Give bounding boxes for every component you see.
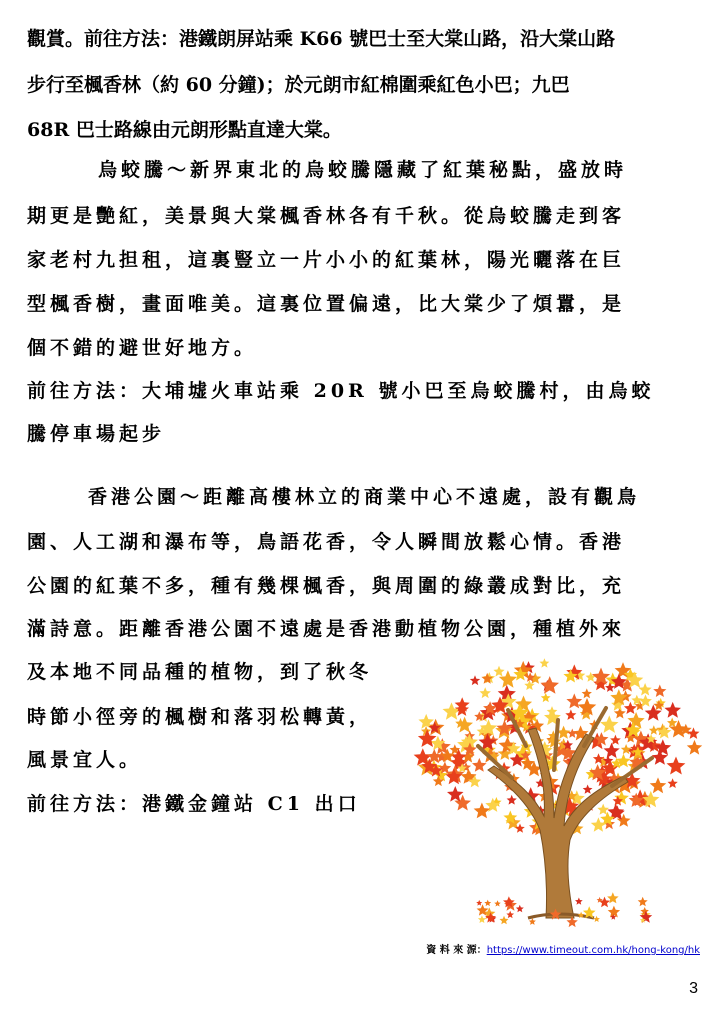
- leaf: [668, 778, 678, 788]
- paragraph2-line-6: 前往方法：大埔墟火車站乘 20R 號小巴至烏蛟騰村，由烏蛟: [27, 380, 655, 402]
- leaf: [639, 683, 652, 696]
- paragraph2-line-4: 型楓香樹，畫面唯美。這裏位置偏遠，比大棠少了煩囂，是: [27, 293, 626, 315]
- paragraph2-line-1: 烏蛟騰～新界東北的烏蛟騰隱藏了紅葉秘點，盛放時: [98, 159, 628, 181]
- leaf: [472, 758, 487, 772]
- leaf: [478, 915, 486, 923]
- page-number: 3: [689, 980, 698, 997]
- paragraph3-line-7: 風景宜人。: [27, 749, 143, 771]
- leaf: [567, 729, 577, 738]
- paragraph3-line-6: 時節小徑旁的楓樹和落羽松轉黃，: [27, 706, 373, 728]
- leaf: [653, 685, 666, 698]
- leaf: [506, 911, 514, 918]
- paragraph3-line-3: 公園的紅葉不多，種有幾棵楓香，與周圍的綠叢成對比，充: [27, 575, 626, 597]
- leaf: [507, 795, 517, 805]
- paragraph1-line-3: 68R 巴士路線由元朗形點直達大棠。: [27, 119, 342, 141]
- leaf: [687, 740, 702, 755]
- leaf: [541, 693, 551, 702]
- leaf: [456, 717, 473, 733]
- leaf: [565, 709, 576, 720]
- leaf: [583, 785, 593, 794]
- leaf: [638, 897, 648, 907]
- paragraph2-line-7: 騰停車場起步: [27, 423, 166, 445]
- tree-trunk: [478, 708, 652, 918]
- leaf: [604, 743, 620, 759]
- leaf: [586, 672, 596, 682]
- paragraph3-line-4: 滿詩意。距離香港公園不遠處是香港動植物公園，種植外來: [27, 618, 626, 640]
- leaf: [667, 718, 677, 728]
- paragraph3-line-8: 前往方法：港鐵金鐘站 C1 出口: [27, 793, 361, 815]
- paragraph3-line-5: 及本地不同品種的植物，到了秋冬: [27, 661, 373, 683]
- leaf: [649, 725, 659, 734]
- paragraph1-line-2: 步行至楓香林（約 60 分鐘)；於元朗市紅棉圍乘紅色小巴；九巴: [27, 74, 570, 96]
- leaf: [540, 658, 550, 667]
- paragraph2-line-3: 家老村九担租，這裏豎立一片小小的紅葉林，陽光曬落在巨: [27, 249, 626, 271]
- paragraph1-line-1: 觀賞。前往方法：港鐵朗屏站乘 K66 號巴士至大棠山路，沿大棠山路: [27, 28, 616, 50]
- leaf: [516, 905, 524, 913]
- leaf: [540, 676, 559, 694]
- leaf: [650, 777, 667, 793]
- leaf: [654, 739, 671, 755]
- leaf: [470, 675, 480, 685]
- leaf: [600, 715, 618, 733]
- source-citation: [426, 941, 700, 956]
- leaf: [493, 666, 504, 677]
- leaf: [575, 898, 583, 905]
- paragraph3-line-2: 園、人工湖和瀑布等，鳥語花香，令人瞬間放鬆心情。香港: [27, 531, 626, 553]
- leaf: [494, 900, 501, 906]
- paragraph2-line-5: 個不錯的避世好地方。: [27, 337, 258, 359]
- source-label: 資 料 來 源：: [426, 945, 487, 956]
- paragraph2-line-2: 期更是艷紅，美景與大棠楓香林各有千秋。從烏蛟騰走到客: [27, 205, 626, 227]
- source-link[interactable]: https://www.timeout.com.hk/hong-kong/hk: [486, 945, 700, 956]
- leaf: [593, 916, 600, 922]
- leaf: [484, 900, 491, 907]
- leaf: [582, 688, 592, 698]
- paragraph3-line-1: 香港公園～距離高樓林立的商業中心不遠處，設有觀鳥: [88, 486, 641, 508]
- leaf: [664, 702, 681, 718]
- leaf: [476, 900, 482, 906]
- leaf: [500, 916, 509, 925]
- leaf: [667, 757, 686, 775]
- autumn-tree-illustration: [408, 650, 708, 930]
- leaf: [621, 744, 632, 754]
- leaf: [480, 687, 491, 698]
